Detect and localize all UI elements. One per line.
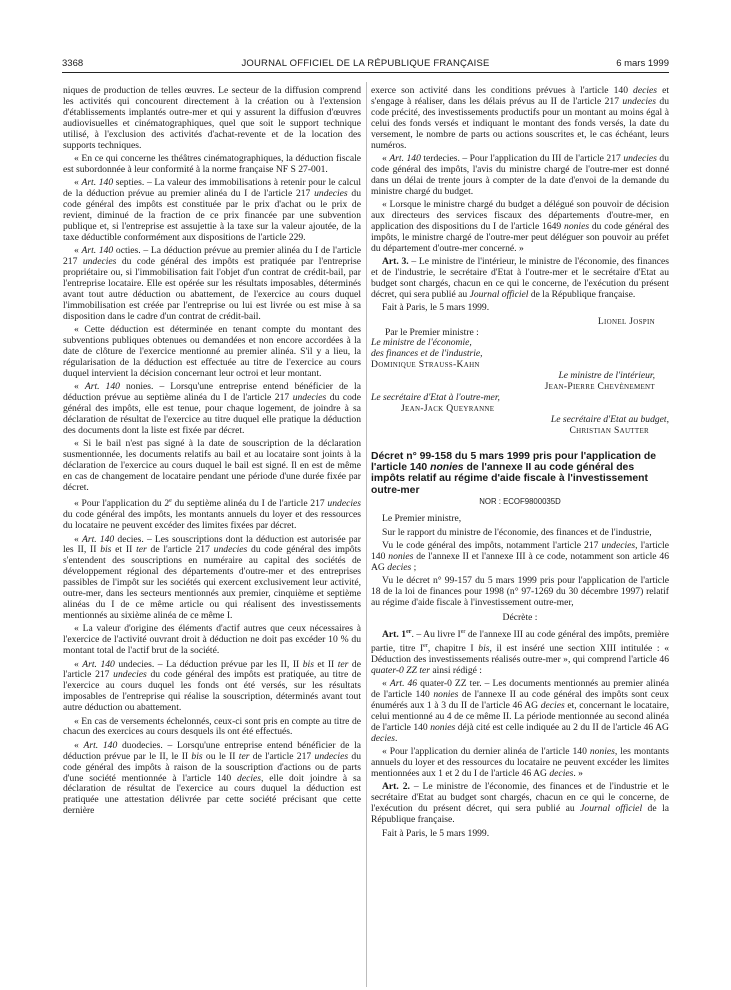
signatory-title: Le secrétaire d'Etat au budget,	[550, 413, 669, 425]
paragraph: « En cas de versements échelonnés, ceux-ci sont pris en compte au titre de chacun des exercices au cours desquels ils ont été effectués.	[63, 715, 361, 738]
signatory-name: Jean-Pierre Chevènement	[544, 381, 655, 393]
paragraph: « Lorsque le ministre chargé du budget a délégué son pouvoir de décision aux directeurs des services fiscaux des départements d'outre-mer, en application des dispositions du I de l'article 1649 nonies du code général des impôts, le ministre chargé de l'outre-mer peut déléguer son pouvoir au préfet du département d'outre-mer concerné. »	[371, 199, 669, 254]
signatory-title: Le secrétaire d'Etat à l'outre-mer,	[371, 391, 500, 403]
nor-reference: NOR : ECOF9800035D	[479, 497, 561, 507]
signature-block	[371, 317, 669, 437]
article-140-septies: « Art. 140 septies. – La valeur des immobilisations à retenir pour le calcul de la déduction prévue au premier alinéa du I de l'article 217 undecies du code général des impôts est constituée par le prix d'achat ou le prix de revient, diminué de la fraction de ce prix financée par une subvention publique et, si l'entreprise est assujettie à la taxe sur la valeur ajoutée, de la taxe déductible conformément aux dispositions de l'article 229.	[63, 177, 361, 243]
article-140-terdecies: « Art. 140 terdecies. – Pour l'application du III de l'article 217 undecies du code général des impôts, l'avis du ministre chargé de l'outre-mer est donné dans un délai de trente jours à compter de la date d'envoi de la demande du ministre chargé du budget.	[371, 152, 670, 197]
article-46: « Art. 46 quater-0 ZZ ter. – Les documents mentionnés au premier alinéa de l'article 140 nonies de l'annexe II au code général des impôts sont ceux énumérés aux 1 à 3 du II de l'article 46 AG decies et, concernant le locataire, celui mentionné au 4 de ce même II. La période mentionnée au second alinéa de l'article 140 nonies déjà cité est celle indiquée au 2 du II de l'article 46 AG decies.	[371, 678, 670, 744]
article-140-octies: « Art. 140 octies. – La déduction prévue au premier alinéa du I de l'article 217 undecies du code général des impôts est pratiquée par l'entreprise propriétaire ou, si l'immobilisation fait l'objet d'un contrat de crédit-bail, par l'entreprise locataire. Elle est opérée sur les résultats imposables, déterminés avant tout autre déduction ou abattement, de l'exercice au cours duquel l'immobilisation est créée par l'entreprise ou lui est livrée ou est mise à sa disposition dans le cadre d'un contrat de crédit-bail.	[63, 245, 361, 322]
paragraph: niques de production de telles œuvres. Le secteur de la diffusion comprend les activités qui concourent directement à la création ou à l'extension d'établissements implantés outre-mer et qui y assurent la diffusion d'œuvres audiovisuelles et cinématographiques, quel que soit le support technique utilisé, à l'exclusion des activités d'achat-revente et de la location des supports techniques.	[63, 85, 361, 151]
issue-date: 6 mars 1999	[616, 58, 669, 69]
left-column	[63, 86, 361, 820]
signatory-title: des finances et de l'industrie,	[371, 348, 483, 360]
paragraph: « La valeur d'origine des éléments d'actif autres que ceux nécessaires à l'exercice de l'activité ouvrant droit à déduction ne doit pas excéder 10 % du montant total de l'actif brut de la société.	[63, 623, 361, 657]
paragraph: « En ce qui concerne les théâtres cinématographiques, la déduction fiscale est subordonnée à leur conformité à la norme française NF S 27-001.	[63, 152, 361, 175]
paragraph: Le Premier ministre,	[382, 513, 462, 525]
right-column	[371, 86, 669, 842]
paragraph: exerce son activité dans les conditions prévues à l'article 140 decies et s'engage à réaliser, dans les délais prévus au II de l'article 217 undecies du code précité, des investissements productifs pour un montant au moins égal à celui des fonds versés et indiquant le montant des fonds versés, la date du versement, le nombre de parts ou actions souscrites et, le cas échéant, leurs numéros.	[371, 85, 669, 151]
signatory-name: Lionel Jospin	[597, 315, 655, 327]
decrete-heading: Décrète :	[502, 611, 538, 623]
paragraph: Sur le rapport du ministre de l'économie, des finances et de l'industrie,	[382, 526, 652, 538]
article-140-duodecies: « Art. 140 duodecies. – Lorsqu'une entreprise entend bénéficier de la déduction prévue par le II, le II bis ou le II ter de l'article 217 undecies du code général des impôts à raison de la souscription d'actions ou de parts d'une société mentionnée à l'article 140 decies, elle doit joindre à sa déclaration de résultat de l'exercice au cours duquel la déduction est pratiquée une attestation délivrée par cette société précisant que cette dernière	[63, 739, 361, 817]
header-rule	[62, 72, 669, 73]
article-1: Art. 1er. – Au livre Ier de l'annexe III au code général des impôts, première partie, titre Ier, chapitre I bis, il est inséré une section XIII intitulée : « Déduction des investissements réalisés outre-mer », qui comprend l'article 46 quater-0 ZZ ter ainsi rédigé :	[371, 628, 670, 676]
article-140-decies: « Art. 140 decies. – Les souscriptions dont la déduction est autorisée par les II, II bis et II ter de l'article 217 undecies du code général des impôts s'entendent des souscriptions en numéraire au capital des sociétés de développement régional des départements d'outre-mer et des entreprises passibles de l'impôt sur les sociétés qui exercent exclusivement leur activité, outre-mer, dans les secteurs mentionnés aux premier, cinquième et septième alinéas du I de ce même article ou qui réalisent des investissements mentionnés au sixième alinéa de ce même I.	[63, 533, 362, 621]
paragraph: « Pour l'application du 2e du septième alinéa du I de l'article 217 undecies du code général des impôts, les montants annuels du loyer et des ressources du locataire ne peuvent excéder des limites fixées par décret.	[63, 498, 361, 532]
signatory-name: Dominique Strauss-Kahn	[371, 359, 480, 371]
article-140-undecies: « Art. 140 undecies. – La déduction prévue par les II, II bis et II ter de l'article 217 undecies du code général des impôts est pratiquée, au titre de l'exercice au cours duquel les fonds ont été versés, sur les résultats imposables de l'entreprise qui réalise la souscription, déterminés avant tout autre déduction ou abattement.	[63, 658, 361, 714]
article-2: Art. 2. – Le ministre de l'économie, des finances et de l'industrie et le secrétaire d'Etat au budget sont chargés, chacun en ce qui le concerne, de l'exécution du présent décret, qui sera publié au Journal officiel de la République française.	[371, 781, 670, 826]
signatory-name: Jean-Jack Queyranne	[401, 402, 495, 414]
signatory-title: Le ministre de l'intérieur,	[558, 370, 655, 382]
signatory-title: Le ministre de l'économie,	[371, 337, 472, 349]
paragraph: « Pour l'application du dernier alinéa de l'article 140 nonies, les montants annuels du loyer et des ressources du locataire ne peuvent excéder les limites mentionnées aux 1 et 2 du I de l'article 46 AG decies. »	[371, 746, 669, 780]
article-140-nonies: « Art. 140 nonies. – Lorsqu'une entreprise entend bénéficier de la déduction prévue au septième alinéa du I de l'article 217 undecies du code général des impôts, elle est tenue, pour chaque logement, de joindre à sa déclaration de résultat de l'exercice au titre duquel elle pratique la déduction des documents dont la liste est fixée par décret.	[63, 381, 361, 436]
journal-title: JOURNAL OFFICIEL DE LA RÉPUBLIQUE FRANÇAISE	[241, 58, 490, 69]
page-number: 3368	[62, 58, 84, 69]
paragraph: « Cette déduction est déterminée en tenant compte du montant des subventions publiques obtenues ou demandées et non encore accordées à la date de clôture de l'exercice mentionné au premier alinéa. S'il y a lieu, la régularisation de la déduction est effectuée au titre de l'exercice au cours duquel intervient la décision concernant leur octroi et leur montant.	[63, 324, 361, 379]
signature-line: Par le Premier ministre :	[385, 326, 479, 338]
signatory-name: Christian Sautter	[569, 424, 649, 436]
article-3: Art. 3. – Le ministre de l'intérieur, le ministre de l'économie, des finances et de l'industrie, le secrétaire d'Etat à l'outre-mer et le secrétaire d'Etat au budget sont chargés, chacun en ce qui le concerne, de l'exécution du présent décret, qui sera publié au Journal officiel de la République française.	[371, 256, 669, 300]
visa: Vu le code général des impôts, notamment l'article 217 undecies, l'article 140 nonies de l'annexe II et l'annexe III à ce code, notamment son article 46 AG decies ;	[371, 539, 669, 573]
visa: Vu le décret n° 99-157 du 5 mars 1999 pris pour l'application de l'article 18 de la loi de finances pour 1998 (n° 97-1269 du 30 décembre 1997) relatif au régime d'aide fiscale à l'investissement outre-mer,	[371, 575, 669, 608]
paragraph: « Si le bail n'est pas signé à la date de souscription de la déclaration susmentionnée, les documents relatifs au bail et au locataire sont joints à la déclaration de l'exercice au cours duquel le bail est signé. Il en est de même en cas de changement de locataire pendant une période d'une durée fixée par décret.	[63, 438, 361, 493]
signature-date: Fait à Paris, le 5 mars 1999.	[382, 302, 490, 314]
decree-title: Décret n° 99-158 du 5 mars 1999 pris pour l'application de l'article 140 nonies de l'annexe II au code général des impôts relatif au régime d'aide fiscale à l'investissement outre-mer	[371, 450, 656, 496]
column-divider	[366, 82, 367, 987]
signature-date: Fait à Paris, le 5 mars 1999.	[382, 827, 490, 839]
